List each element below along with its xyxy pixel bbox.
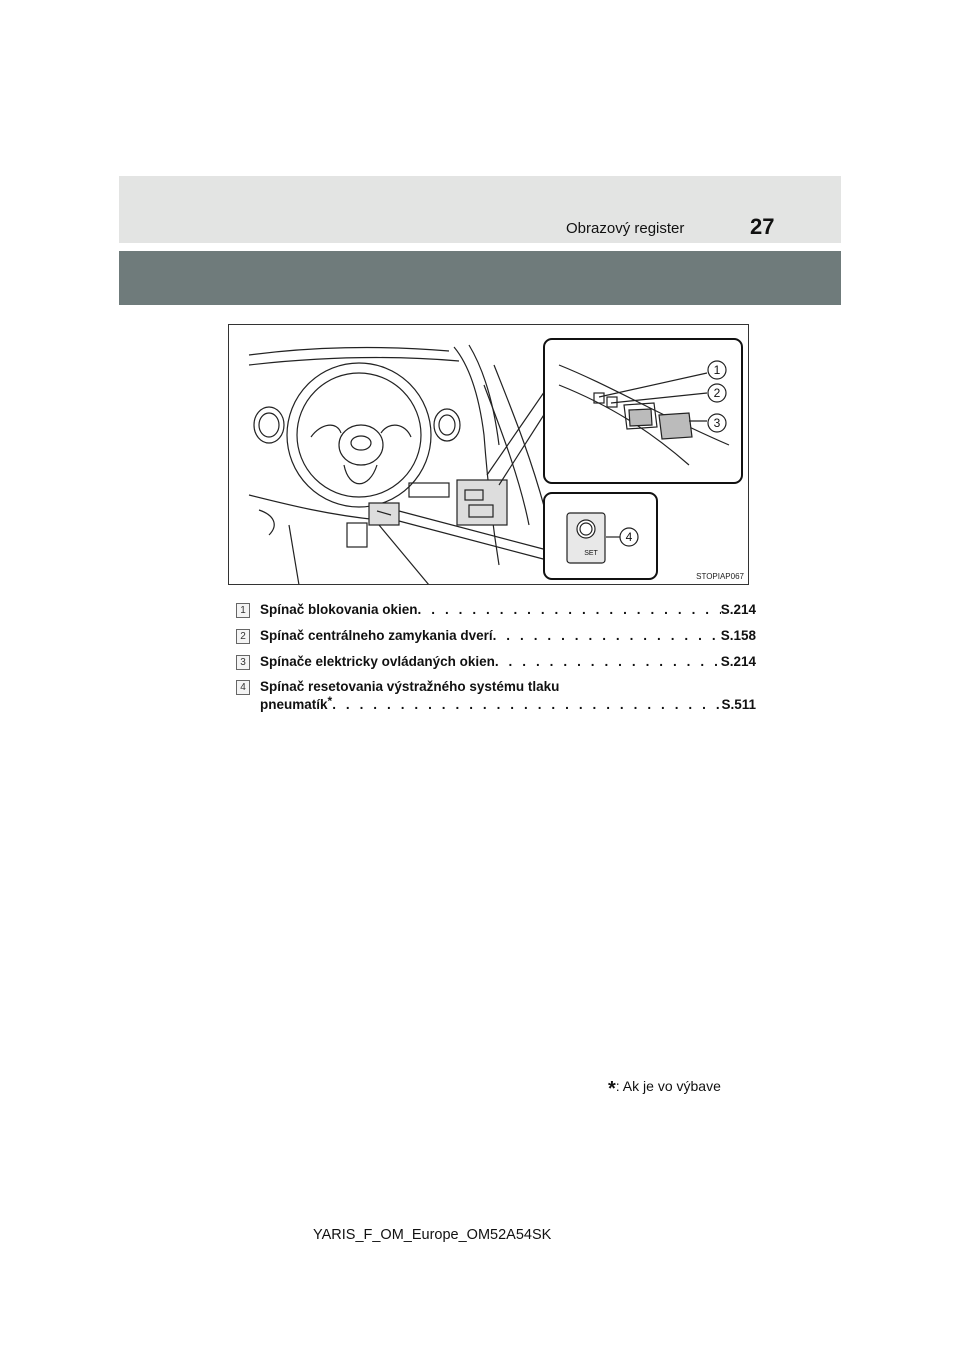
section-band bbox=[119, 251, 841, 305]
footnote-mark: * bbox=[608, 1078, 616, 1100]
page-reference: S.511 bbox=[721, 697, 756, 712]
item-number: 2 bbox=[236, 629, 250, 644]
header-bar bbox=[119, 176, 841, 243]
dashboard-drawing bbox=[229, 325, 749, 585]
document-code: YARIS_F_OM_Europe_OM52A54SK bbox=[313, 1227, 552, 1243]
callout-3: 3 bbox=[713, 416, 721, 430]
page-reference: S.214 bbox=[720, 654, 756, 669]
item-label: Spínač centrálneho zamykania dverí bbox=[260, 628, 493, 643]
figure-code: STOPIAP067 bbox=[696, 572, 744, 581]
callout-4: 4 bbox=[625, 530, 633, 544]
item-number: 4 bbox=[236, 680, 250, 695]
set-button-label: SET bbox=[584, 550, 598, 557]
item-label: Spínač blokovania okien bbox=[260, 602, 418, 617]
section-title: Obrazový register bbox=[566, 220, 685, 237]
list-item bbox=[236, 628, 756, 643]
callout-1: 1 bbox=[713, 363, 721, 377]
footnote-text: : Ak je vo výbave bbox=[615, 1078, 721, 1094]
item-number: 3 bbox=[236, 655, 250, 670]
dashboard-illustration bbox=[228, 324, 749, 585]
footnote-mark: * bbox=[327, 694, 333, 708]
item-label: Spínač resetovania výstražného systému tlaku bbox=[260, 679, 560, 694]
item-label-continued: pneumatík bbox=[260, 697, 328, 712]
callout-2: 2 bbox=[713, 386, 721, 400]
page-number: 27 bbox=[750, 214, 775, 239]
list-item bbox=[236, 602, 756, 617]
item-number: 1 bbox=[236, 603, 250, 618]
page-reference: S.214 bbox=[720, 602, 756, 617]
list-item bbox=[236, 654, 756, 669]
footnote bbox=[608, 1078, 721, 1101]
page-reference: S.158 bbox=[720, 628, 756, 643]
list-item bbox=[236, 679, 756, 712]
item-label: Spínače elektricky ovládaných okien bbox=[260, 654, 495, 669]
